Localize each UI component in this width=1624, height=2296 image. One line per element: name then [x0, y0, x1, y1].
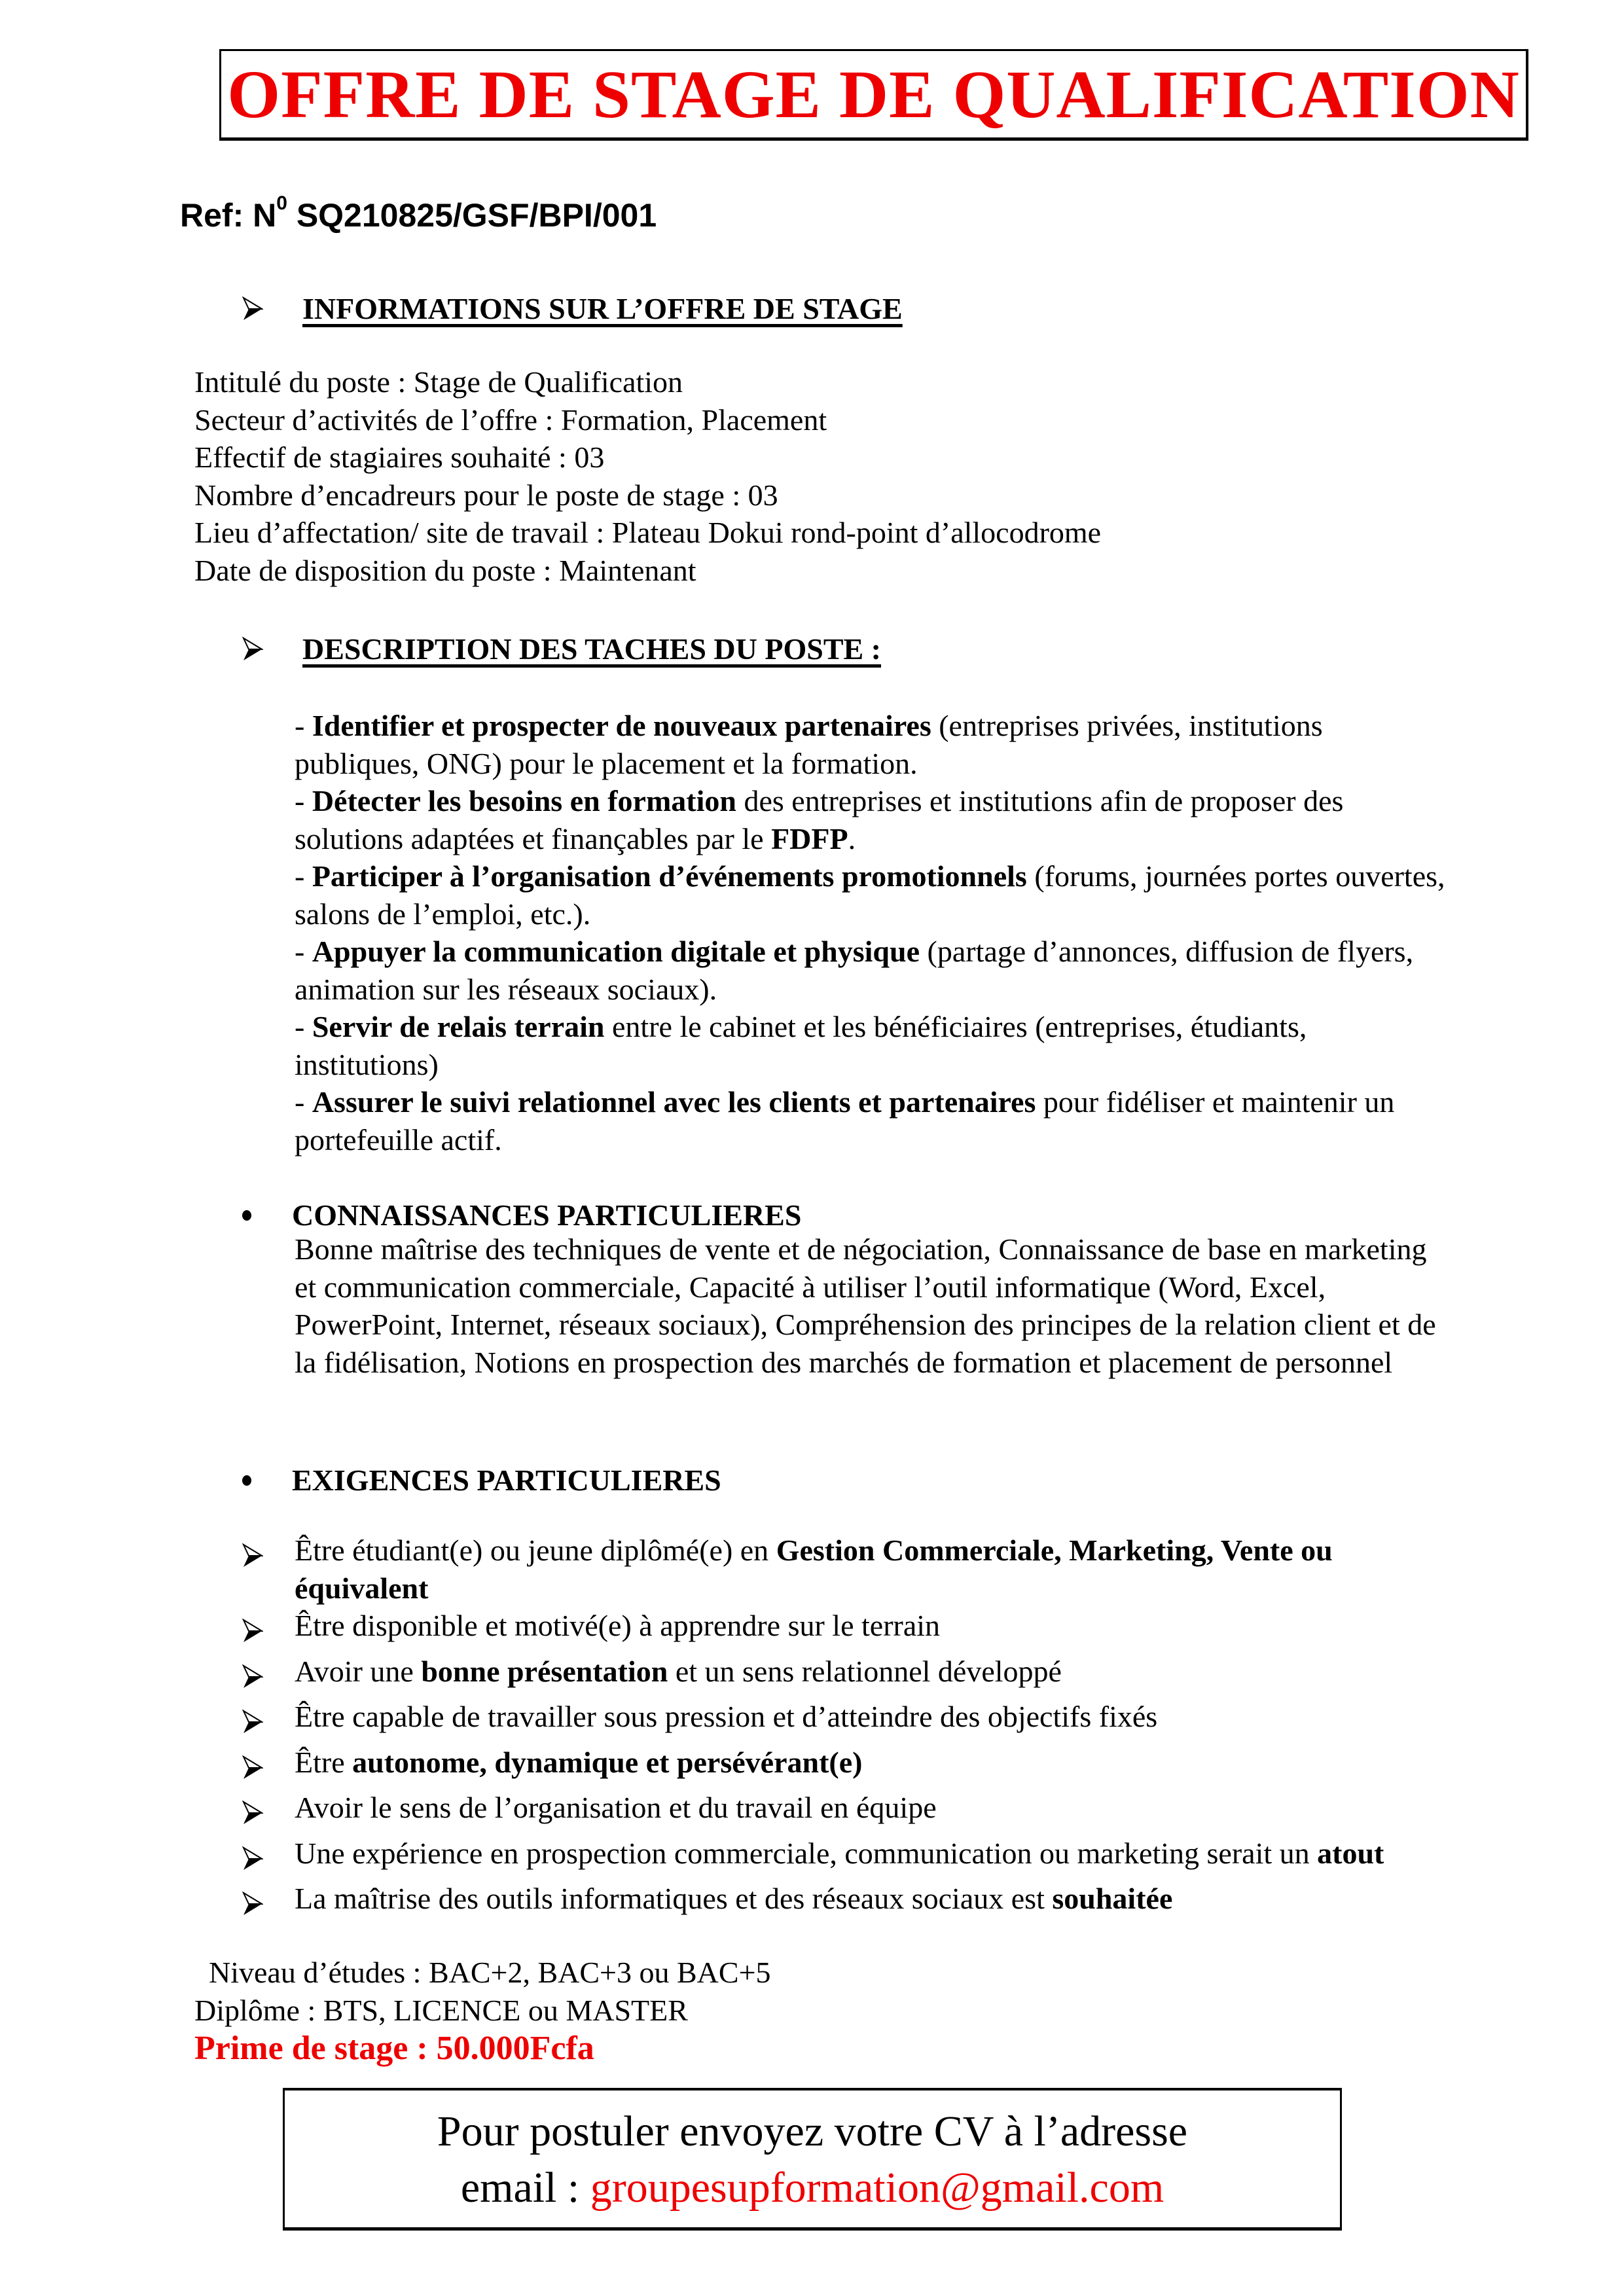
task-detail: (forums, journées portes ouvertes, salons de l’emploi, etc.).	[295, 859, 1445, 931]
requirement-text	[295, 1835, 1460, 1873]
task-item: - Appuyer la communication digitale et physique (partage d’annonces, diffusion de flyers, animation sur les réseaux sociaux).	[295, 935, 1414, 1006]
requirement-part: La maîtrise des outils informatiques et des réseaux sociaux est	[295, 1882, 1053, 1915]
info-field-value: Plateau Dokui rond-point d’allocodrome	[611, 516, 1102, 549]
requirement-emphasis: bonne présentation	[421, 1654, 668, 1688]
task-emphasis: FDFP	[771, 821, 848, 855]
requirement-part: Être étudiant(e) ou jeune diplômé(e) en	[295, 1534, 776, 1567]
task-detail: entre le cabinet et les bénéficiaires (entreprises, étudiants, institutions)	[295, 1010, 1307, 1081]
ref-superscript: 0	[276, 192, 287, 214]
section-tasks-heading	[242, 632, 881, 666]
task-title: Appuyer la communication digitale et physique	[312, 935, 920, 968]
arrowhead-bullet-icon	[242, 1842, 263, 1880]
task-title: Servir de relais terrain	[312, 1010, 605, 1043]
info-field-label: Effectif de stagiaires souhaité	[194, 440, 551, 474]
requirement-text	[295, 1698, 1460, 1736]
task-item: - Participer à l’organisation d’événements promotionnels (forums, journées portes ouvertes, salons de l’emploi, etc.).	[295, 859, 1445, 931]
section-requirements-title: EXIGENCES PARTICULIERES	[292, 1463, 721, 1497]
title-box	[219, 49, 1528, 141]
section-info-title: INFORMATIONS SUR L’OFFRE DE STAGE	[302, 292, 903, 325]
info-field-value: Stage de Qualification	[413, 365, 683, 399]
info-field-label: Date de disposition du poste	[194, 553, 536, 587]
info-fields	[194, 363, 1101, 589]
info-field-label: Secteur d’activités de l’offre	[194, 403, 538, 437]
task-item: - Détecter les besoins en formation des entreprises et institutions afin de proposer des solutions adaptées et finançables par le FDFP.	[295, 784, 1344, 855]
requirement-part: Avoir une	[295, 1654, 422, 1688]
requirement-part: et un sens relationnel développé	[668, 1654, 1062, 1688]
task-detail: (entreprises privées, institutions publiques, ONG) pour le placement et la formation.	[295, 709, 1323, 780]
info-field-label: Intitulé du poste	[194, 365, 390, 399]
info-field-label: Nombre d’encadreurs pour le poste de stage	[194, 478, 725, 512]
task-detail: des entreprises et institutions afin de proposer des solutions adaptées et finançables par le	[295, 784, 1344, 855]
arrowhead-bullet-icon	[242, 1888, 263, 1926]
round-bullet-icon	[242, 1210, 251, 1221]
requirement-text	[295, 1744, 1460, 1782]
arrowhead-bullet-icon	[242, 1706, 263, 1744]
section-requirements-heading	[242, 1463, 721, 1498]
task-detail-end: .	[848, 821, 856, 855]
requirement-emphasis: atout	[1317, 1836, 1384, 1870]
requirement-part: Une expérience en prospection commerciale, communication ou marketing serait un	[295, 1836, 1318, 1870]
internship-stipend: Prime de stage : 50.000Fcfa	[194, 2030, 594, 2067]
requirement-part: Être	[295, 1745, 353, 1779]
arrowhead-bullet-icon	[242, 296, 263, 321]
arrowhead-bullet-icon	[242, 1797, 263, 1835]
task-detail: pour fidéliser et maintenir un portefeuille actif.	[295, 1085, 1395, 1157]
education-level: Niveau d’études : BAC+2, BAC+3 ou BAC+5	[209, 1956, 771, 1989]
requirement-emphasis: Gestion Commerciale, Marketing, Vente ou équivalent	[295, 1534, 1333, 1605]
section-knowledge-heading	[242, 1198, 801, 1232]
requirement-text	[295, 1653, 1460, 1691]
info-field: Effectif de stagiaires souhaité : 03	[194, 440, 605, 474]
info-field-value: 03	[748, 478, 778, 512]
requirement-part: Être disponible et motivé(e) à apprendre sur le terrain	[295, 1609, 941, 1642]
task-item: - Servir de relais terrain entre le cabinet et les bénéficiaires (entreprises, étudiants, institutions)	[295, 1010, 1307, 1081]
info-field-value: Formation, Placement	[560, 403, 827, 437]
info-field: Secteur d’activités de l’offre : Formation, Placement	[194, 403, 827, 437]
email-label: email :	[460, 2164, 590, 2212]
task-item: - Identifier et prospecter de nouveaux partenaires (entreprises privées, institutions publiques, ONG) pour le placement et la formation.	[295, 709, 1323, 780]
info-field: Nombre d’encadreurs pour le poste de stage : 03	[194, 478, 778, 512]
arrowhead-bullet-icon	[242, 1615, 263, 1653]
requirement-emphasis: autonome, dynamique et persévérant(e)	[352, 1745, 863, 1779]
requirement-item	[242, 1835, 1460, 1880]
info-field-value: 03	[574, 440, 605, 474]
info-field-value: Maintenant	[559, 553, 696, 587]
section-knowledge-title: CONNAISSANCES PARTICULIERES	[292, 1198, 802, 1232]
arrowhead-bullet-icon	[242, 1539, 263, 1577]
info-field: Lieu d’affectation/ site de travail : Plateau Dokui rond-point d’allocodrome	[194, 516, 1102, 549]
section-info-heading	[242, 291, 903, 326]
requirement-item	[242, 1880, 1460, 1926]
requirement-item	[242, 1698, 1460, 1744]
info-field: Intitulé du poste : Stage de Qualification	[194, 365, 683, 399]
task-detail: (partage d’annonces, diffusion de flyers, animation sur les réseaux sociaux).	[295, 935, 1414, 1006]
task-list	[295, 707, 1447, 1158]
task-item: - Assurer le suivi relationnel avec les clients et partenaires pour fidéliser et maintenir un portefeuille actif.	[295, 1085, 1395, 1157]
requirement-text	[295, 1789, 1460, 1827]
education-diploma: Diplôme : BTS, LICENCE ou MASTER	[194, 1993, 688, 2027]
arrowhead-bullet-icon	[242, 637, 263, 662]
ref-code: SQ210825/GSF/BPI/001	[296, 197, 657, 234]
knowledge-text: Bonne maîtrise des techniques de vente et de négociation, Connaissance de base en marketing et communication commerciale, Capacité à utiliser l’outil informatique (Word, Excel, PowerPoint, Internet, réseaux sociaux), Compréhension des principes de la relation client et de la fidélisation, Notions en prospection des marchés de formation et placement de personnel	[295, 1232, 1436, 1379]
task-title: Participer à l’organisation d’événements promotionnels	[312, 859, 1027, 893]
info-field: Date de disposition du poste : Maintenant	[194, 553, 696, 587]
requirement-part: Avoir le sens de l’organisation et du travail en équipe	[295, 1791, 937, 1824]
task-title: Détecter les besoins en formation	[312, 784, 736, 817]
round-bullet-icon	[242, 1475, 251, 1486]
info-field-label: Lieu d’affectation/ site de travail	[194, 516, 588, 549]
email-link[interactable]: groupesupformation@gmail.com	[590, 2164, 1164, 2212]
ref-prefix: Ref: N	[180, 197, 277, 234]
task-title: Identifier et prospecter de nouveaux partenaires	[312, 709, 931, 742]
reference-number	[180, 192, 657, 234]
requirement-text	[295, 1607, 1460, 1645]
requirement-text	[295, 1532, 1460, 1607]
apply-box	[283, 2088, 1342, 2231]
section-tasks-title: DESCRIPTION DES TACHES DU POSTE :	[302, 632, 881, 666]
arrowhead-bullet-icon	[242, 1660, 263, 1698]
task-title: Assurer le suivi relationnel avec les clients et partenaires	[312, 1085, 1036, 1119]
requirement-item	[242, 1607, 1460, 1653]
requirement-text	[295, 1880, 1460, 1918]
document-title: OFFRE DE STAGE DE QUALIFICATION	[227, 56, 1520, 132]
requirement-emphasis: souhaitée	[1052, 1882, 1173, 1915]
requirement-part: Être capable de travailler sous pression et d’atteindre des objectifs fixés	[295, 1700, 1158, 1733]
requirement-item	[242, 1789, 1460, 1835]
arrowhead-bullet-icon	[242, 1751, 263, 1789]
apply-instruction: Pour postuler envoyez votre CV à l’adresse	[437, 2108, 1188, 2155]
requirement-item	[242, 1532, 1460, 1607]
apply-email-line	[285, 2160, 1340, 2216]
requirement-item	[242, 1653, 1460, 1698]
requirement-item	[242, 1744, 1460, 1789]
requirements-list	[242, 1532, 1460, 1926]
education-block	[194, 1954, 771, 2029]
